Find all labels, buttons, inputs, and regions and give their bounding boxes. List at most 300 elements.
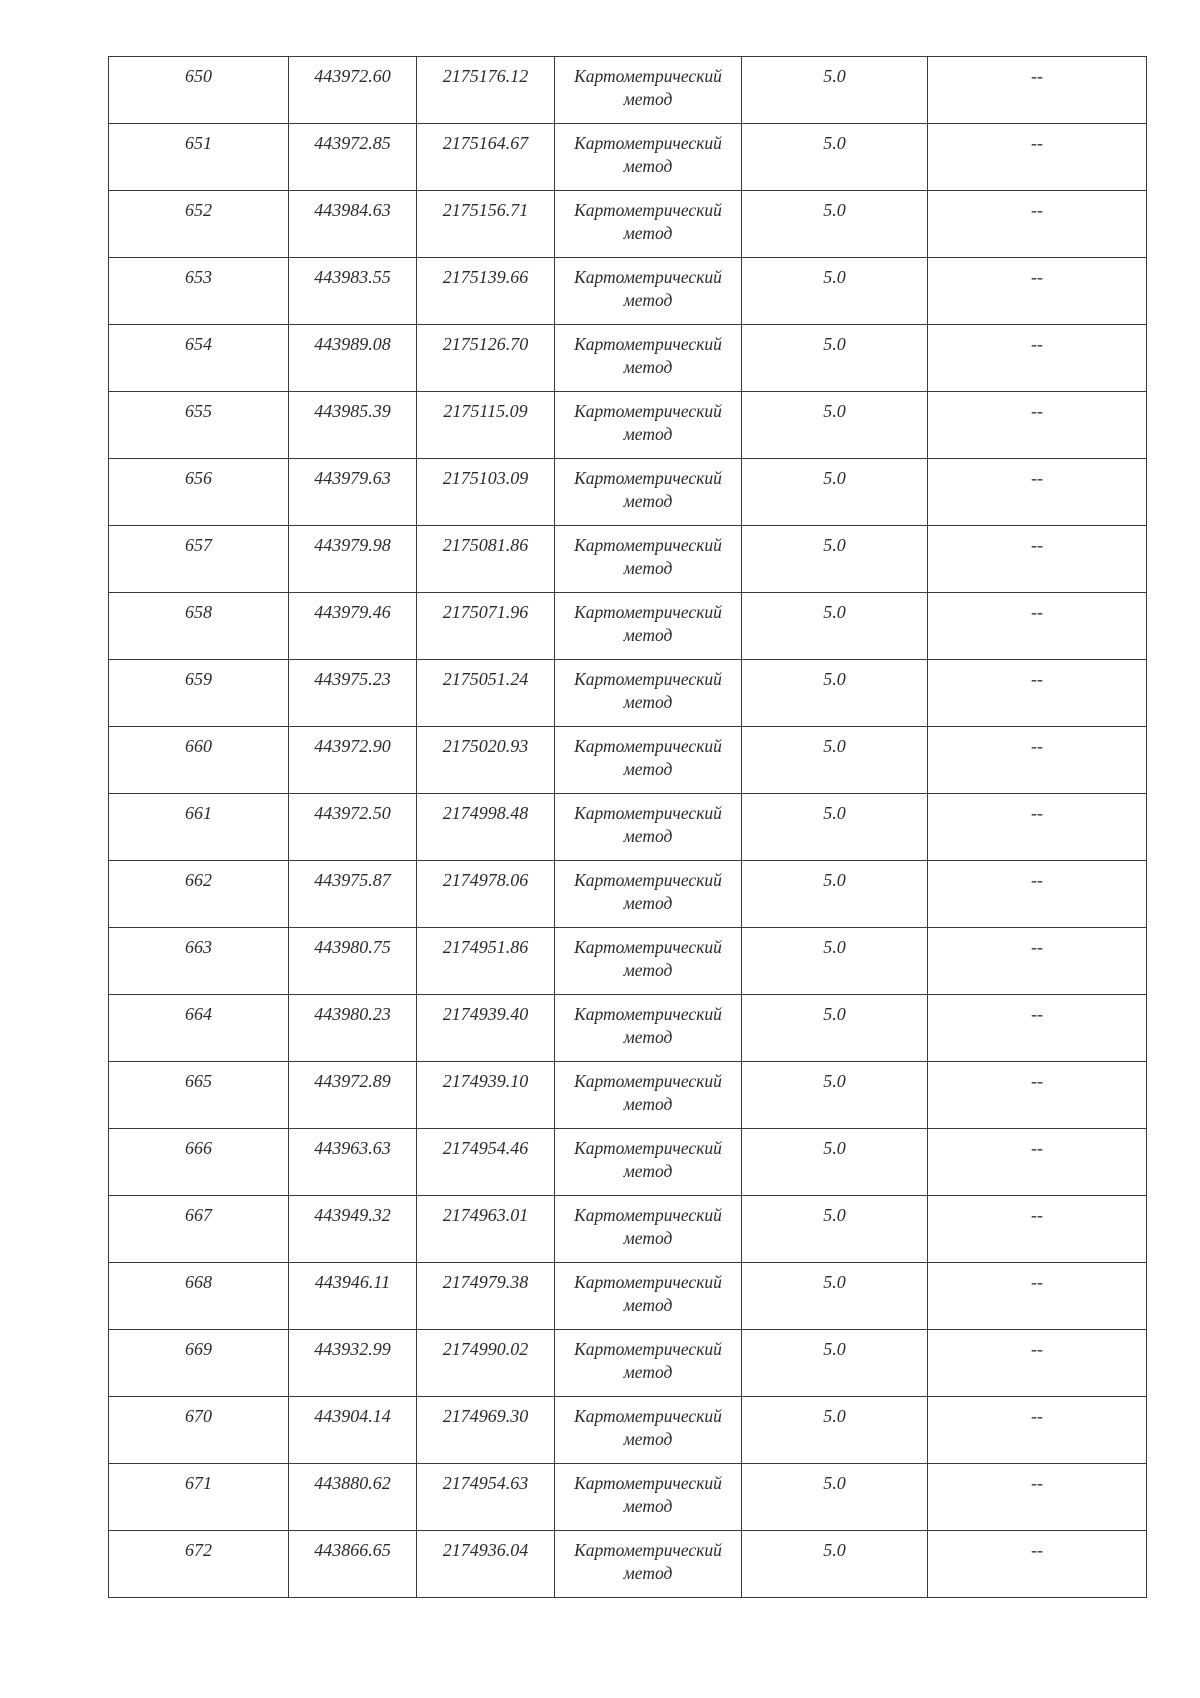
description-text: -- [1031, 66, 1043, 86]
point-number-cell [109, 258, 289, 325]
point-number-text: 650 [185, 66, 212, 86]
x-coordinate-cell [289, 124, 417, 191]
accuracy-cell [742, 995, 928, 1062]
method-cell [555, 57, 742, 124]
accuracy-cell [742, 1062, 928, 1129]
table-row [109, 1129, 1147, 1196]
table-row [109, 1062, 1147, 1129]
y-coordinate-text: 2175139.66 [442, 267, 529, 287]
x-coordinate-cell [289, 794, 417, 861]
y-coordinate-text: 2174939.40 [442, 1004, 529, 1024]
accuracy-text: 5.0 [823, 133, 846, 153]
description-cell [928, 1330, 1147, 1397]
y-coordinate-cell [417, 258, 555, 325]
point-number-text: 658 [185, 602, 212, 622]
point-number-cell [109, 1196, 289, 1263]
accuracy-text: 5.0 [823, 1339, 846, 1359]
accuracy-text: 5.0 [823, 1473, 846, 1493]
x-coordinate-cell [289, 727, 417, 794]
y-coordinate-cell [417, 861, 555, 928]
method-text: Картометрический метод [574, 669, 722, 712]
x-coordinate-cell [289, 1397, 417, 1464]
method-text: Картометрический метод [574, 66, 722, 109]
x-coordinate-cell [289, 1129, 417, 1196]
point-number-text: 667 [185, 1205, 212, 1225]
accuracy-text: 5.0 [823, 669, 846, 689]
table-row [109, 1397, 1147, 1464]
x-coordinate-text: 443983.55 [314, 267, 391, 287]
point-number-text: 662 [185, 870, 212, 890]
description-cell [928, 861, 1147, 928]
description-cell [928, 727, 1147, 794]
point-number-text: 651 [185, 133, 212, 153]
point-number-text: 671 [185, 1473, 212, 1493]
point-number-cell [109, 794, 289, 861]
point-number-text: 670 [185, 1406, 212, 1426]
accuracy-text: 5.0 [823, 803, 846, 823]
accuracy-cell [742, 1129, 928, 1196]
method-cell [555, 1397, 742, 1464]
table-row [109, 1330, 1147, 1397]
x-coordinate-text: 443980.75 [314, 937, 391, 957]
point-number-text: 663 [185, 937, 212, 957]
method-text: Картометрический метод [574, 1406, 722, 1449]
x-coordinate-cell [289, 995, 417, 1062]
y-coordinate-text: 2175071.96 [442, 602, 529, 622]
accuracy-cell [742, 124, 928, 191]
x-coordinate-text: 443880.62 [314, 1473, 391, 1493]
description-cell [928, 660, 1147, 727]
table-row [109, 526, 1147, 593]
table-row [109, 727, 1147, 794]
table-row [109, 1263, 1147, 1330]
accuracy-text: 5.0 [823, 267, 846, 287]
x-coordinate-text: 443972.90 [314, 736, 391, 756]
method-text: Картометрический метод [574, 870, 722, 913]
x-coordinate-text: 443979.98 [314, 535, 391, 555]
method-cell [555, 392, 742, 459]
y-coordinate-text: 2174951.86 [442, 937, 529, 957]
method-text: Картометрический метод [574, 1473, 722, 1516]
description-cell [928, 392, 1147, 459]
table-row [109, 995, 1147, 1062]
accuracy-text: 5.0 [823, 1071, 846, 1091]
description-text: -- [1031, 401, 1043, 421]
x-coordinate-text: 443975.87 [314, 870, 391, 890]
method-text: Картометрический метод [574, 937, 722, 980]
point-number-cell [109, 1062, 289, 1129]
y-coordinate-text: 2175176.12 [442, 66, 529, 86]
y-coordinate-cell [417, 392, 555, 459]
point-number-text: 654 [185, 334, 212, 354]
method-text: Картометрический метод [574, 1071, 722, 1114]
x-coordinate-text: 443972.89 [314, 1071, 391, 1091]
point-number-cell [109, 1464, 289, 1531]
description-cell [928, 459, 1147, 526]
accuracy-text: 5.0 [823, 1138, 846, 1158]
point-number-text: 656 [185, 468, 212, 488]
y-coordinate-text: 2174954.46 [442, 1138, 529, 1158]
x-coordinate-cell [289, 392, 417, 459]
y-coordinate-cell [417, 928, 555, 995]
y-coordinate-text: 2175081.86 [442, 535, 529, 555]
method-cell [555, 1196, 742, 1263]
description-cell [928, 1531, 1147, 1598]
description-text: -- [1031, 870, 1043, 890]
point-number-text: 664 [185, 1004, 212, 1024]
x-coordinate-cell [289, 928, 417, 995]
x-coordinate-cell [289, 1531, 417, 1598]
point-number-text: 653 [185, 267, 212, 287]
point-number-cell [109, 392, 289, 459]
description-cell [928, 928, 1147, 995]
description-cell [928, 1129, 1147, 1196]
description-cell [928, 124, 1147, 191]
method-text: Картометрический метод [574, 133, 722, 176]
x-coordinate-cell [289, 325, 417, 392]
x-coordinate-cell [289, 191, 417, 258]
method-text: Картометрический метод [574, 736, 722, 779]
y-coordinate-cell [417, 1464, 555, 1531]
accuracy-text: 5.0 [823, 1406, 846, 1426]
description-text: -- [1031, 334, 1043, 354]
y-coordinate-cell [417, 57, 555, 124]
description-cell [928, 1397, 1147, 1464]
x-coordinate-cell [289, 1062, 417, 1129]
description-cell [928, 258, 1147, 325]
point-number-cell [109, 1397, 289, 1464]
description-text: -- [1031, 602, 1043, 622]
method-cell [555, 191, 742, 258]
description-cell [928, 191, 1147, 258]
method-text: Картометрический метод [574, 267, 722, 310]
description-text: -- [1031, 669, 1043, 689]
x-coordinate-cell [289, 660, 417, 727]
y-coordinate-text: 2174990.02 [442, 1339, 529, 1359]
method-cell [555, 1464, 742, 1531]
method-cell [555, 258, 742, 325]
point-number-text: 665 [185, 1071, 212, 1091]
accuracy-text: 5.0 [823, 334, 846, 354]
point-number-cell [109, 1531, 289, 1598]
point-number-text: 669 [185, 1339, 212, 1359]
y-coordinate-cell [417, 526, 555, 593]
accuracy-cell [742, 928, 928, 995]
point-number-cell [109, 526, 289, 593]
method-text: Картометрический метод [574, 1205, 722, 1248]
method-text: Картометрический метод [574, 803, 722, 846]
point-number-text: 659 [185, 669, 212, 689]
method-text: Картометрический метод [574, 1004, 722, 1047]
x-coordinate-cell [289, 593, 417, 660]
description-cell [928, 593, 1147, 660]
accuracy-text: 5.0 [823, 1205, 846, 1225]
description-text: -- [1031, 1004, 1043, 1024]
x-coordinate-cell [289, 258, 417, 325]
x-coordinate-text: 443963.63 [314, 1138, 391, 1158]
description-cell [928, 1263, 1147, 1330]
y-coordinate-cell [417, 459, 555, 526]
method-cell [555, 1330, 742, 1397]
y-coordinate-cell [417, 1196, 555, 1263]
point-number-text: 660 [185, 736, 212, 756]
table-row [109, 124, 1147, 191]
x-coordinate-cell [289, 459, 417, 526]
x-coordinate-cell [289, 57, 417, 124]
y-coordinate-text: 2175051.24 [442, 669, 529, 689]
accuracy-text: 5.0 [823, 937, 846, 957]
accuracy-text: 5.0 [823, 66, 846, 86]
coordinates-table [108, 56, 1147, 1598]
accuracy-cell [742, 325, 928, 392]
method-text: Картометрический метод [574, 602, 722, 645]
y-coordinate-text: 2175115.09 [443, 401, 528, 421]
accuracy-cell [742, 794, 928, 861]
point-number-text: 668 [185, 1272, 212, 1292]
y-coordinate-text: 2175103.09 [442, 468, 529, 488]
accuracy-cell [742, 1263, 928, 1330]
point-number-text: 672 [185, 1540, 212, 1560]
table-row [109, 325, 1147, 392]
description-text: -- [1031, 133, 1043, 153]
method-text: Картометрический метод [574, 1272, 722, 1315]
accuracy-text: 5.0 [823, 1272, 846, 1292]
description-text: -- [1031, 1406, 1043, 1426]
point-number-text: 661 [185, 803, 212, 823]
description-text: -- [1031, 1272, 1043, 1292]
accuracy-text: 5.0 [823, 736, 846, 756]
description-text: -- [1031, 937, 1043, 957]
method-text: Картометрический метод [574, 468, 722, 511]
description-cell [928, 794, 1147, 861]
description-text: -- [1031, 468, 1043, 488]
table-row [109, 1464, 1147, 1531]
point-number-text: 657 [185, 535, 212, 555]
y-coordinate-cell [417, 124, 555, 191]
table-row [109, 1531, 1147, 1598]
y-coordinate-text: 2175156.71 [442, 200, 529, 220]
accuracy-cell [742, 392, 928, 459]
point-number-cell [109, 593, 289, 660]
point-number-cell [109, 1263, 289, 1330]
y-coordinate-text: 2175126.70 [442, 334, 529, 354]
description-text: -- [1031, 736, 1043, 756]
point-number-cell [109, 57, 289, 124]
x-coordinate-cell [289, 1263, 417, 1330]
method-cell [555, 928, 742, 995]
x-coordinate-text: 443975.23 [314, 669, 391, 689]
x-coordinate-text: 443972.60 [314, 66, 391, 86]
accuracy-cell [742, 1330, 928, 1397]
x-coordinate-text: 443932.99 [314, 1339, 391, 1359]
description-cell [928, 995, 1147, 1062]
description-text: -- [1031, 1473, 1043, 1493]
method-cell [555, 1263, 742, 1330]
y-coordinate-text: 2174979.38 [442, 1272, 529, 1292]
table-row [109, 459, 1147, 526]
method-text: Картометрический метод [574, 535, 722, 578]
x-coordinate-text: 443866.65 [314, 1540, 391, 1560]
description-text: -- [1031, 267, 1043, 287]
y-coordinate-text: 2174978.06 [442, 870, 529, 890]
accuracy-cell [742, 1397, 928, 1464]
point-number-cell [109, 1330, 289, 1397]
description-text: -- [1031, 1205, 1043, 1225]
y-coordinate-text: 2174936.04 [442, 1540, 529, 1560]
y-coordinate-cell [417, 727, 555, 794]
table-row [109, 392, 1147, 459]
point-number-cell [109, 928, 289, 995]
table-row [109, 660, 1147, 727]
description-text: -- [1031, 200, 1043, 220]
x-coordinate-text: 443972.50 [314, 803, 391, 823]
y-coordinate-cell [417, 593, 555, 660]
table-row [109, 928, 1147, 995]
y-coordinate-cell [417, 660, 555, 727]
description-cell [928, 57, 1147, 124]
x-coordinate-text: 443985.39 [314, 401, 391, 421]
method-cell [555, 1062, 742, 1129]
table-row [109, 794, 1147, 861]
description-text: -- [1031, 1339, 1043, 1359]
accuracy-text: 5.0 [823, 535, 846, 555]
point-number-cell [109, 727, 289, 794]
x-coordinate-cell [289, 861, 417, 928]
method-cell [555, 459, 742, 526]
accuracy-text: 5.0 [823, 468, 846, 488]
table-row [109, 861, 1147, 928]
y-coordinate-cell [417, 191, 555, 258]
y-coordinate-text: 2175164.67 [442, 133, 529, 153]
y-coordinate-cell [417, 995, 555, 1062]
method-text: Картометрический метод [574, 1339, 722, 1382]
x-coordinate-text: 443989.08 [314, 334, 391, 354]
y-coordinate-text: 2174998.48 [442, 803, 529, 823]
x-coordinate-cell [289, 1464, 417, 1531]
point-number-cell [109, 124, 289, 191]
point-number-text: 652 [185, 200, 212, 220]
accuracy-cell [742, 1531, 928, 1598]
accuracy-cell [742, 191, 928, 258]
accuracy-cell [742, 1196, 928, 1263]
y-coordinate-text: 2175020.93 [442, 736, 529, 756]
coordinates-table-body [109, 57, 1147, 1598]
accuracy-text: 5.0 [823, 1004, 846, 1024]
point-number-text: 666 [185, 1138, 212, 1158]
method-cell [555, 660, 742, 727]
method-cell [555, 526, 742, 593]
accuracy-cell [742, 861, 928, 928]
y-coordinate-cell [417, 1330, 555, 1397]
y-coordinate-cell [417, 1129, 555, 1196]
x-coordinate-text: 443979.63 [314, 468, 391, 488]
table-row [109, 593, 1147, 660]
description-text: -- [1031, 803, 1043, 823]
accuracy-cell [742, 727, 928, 794]
y-coordinate-text: 2174969.30 [442, 1406, 529, 1426]
y-coordinate-cell [417, 325, 555, 392]
accuracy-cell [742, 660, 928, 727]
y-coordinate-text: 2174963.01 [442, 1205, 529, 1225]
point-number-cell [109, 1129, 289, 1196]
method-cell [555, 593, 742, 660]
y-coordinate-cell [417, 1397, 555, 1464]
point-number-cell [109, 861, 289, 928]
accuracy-text: 5.0 [823, 1540, 846, 1560]
x-coordinate-cell [289, 1196, 417, 1263]
accuracy-cell [742, 459, 928, 526]
method-cell [555, 794, 742, 861]
description-text: -- [1031, 1071, 1043, 1091]
x-coordinate-text: 443949.32 [314, 1205, 391, 1225]
description-text: -- [1031, 1540, 1043, 1560]
y-coordinate-text: 2174954.63 [442, 1473, 529, 1493]
accuracy-text: 5.0 [823, 200, 846, 220]
y-coordinate-cell [417, 794, 555, 861]
x-coordinate-text: 443946.11 [314, 1272, 391, 1292]
description-text: -- [1031, 535, 1043, 555]
method-text: Картометрический метод [574, 1540, 722, 1583]
accuracy-text: 5.0 [823, 870, 846, 890]
method-cell [555, 995, 742, 1062]
method-cell [555, 1531, 742, 1598]
table-row [109, 258, 1147, 325]
x-coordinate-text: 443980.23 [314, 1004, 391, 1024]
x-coordinate-cell [289, 1330, 417, 1397]
accuracy-cell [742, 526, 928, 593]
description-text: -- [1031, 1138, 1043, 1158]
method-text: Картометрический метод [574, 334, 722, 377]
accuracy-cell [742, 1464, 928, 1531]
table-row [109, 1196, 1147, 1263]
x-coordinate-text: 443984.63 [314, 200, 391, 220]
table-row [109, 57, 1147, 124]
point-number-cell [109, 995, 289, 1062]
method-cell [555, 325, 742, 392]
description-cell [928, 526, 1147, 593]
point-number-text: 655 [185, 401, 212, 421]
method-cell [555, 1129, 742, 1196]
description-cell [928, 1464, 1147, 1531]
method-text: Картометрический метод [574, 1138, 722, 1181]
description-cell [928, 1062, 1147, 1129]
point-number-cell [109, 459, 289, 526]
method-text: Картометрический метод [574, 200, 722, 243]
x-coordinate-text: 443979.46 [314, 602, 391, 622]
method-cell [555, 124, 742, 191]
method-cell [555, 727, 742, 794]
x-coordinate-text: 443972.85 [314, 133, 391, 153]
point-number-cell [109, 660, 289, 727]
y-coordinate-cell [417, 1062, 555, 1129]
method-cell [555, 861, 742, 928]
point-number-cell [109, 325, 289, 392]
accuracy-text: 5.0 [823, 602, 846, 622]
method-text: Картометрический метод [574, 401, 722, 444]
y-coordinate-cell [417, 1263, 555, 1330]
point-number-cell [109, 191, 289, 258]
y-coordinate-cell [417, 1531, 555, 1598]
accuracy-cell [742, 57, 928, 124]
description-cell [928, 325, 1147, 392]
accuracy-cell [742, 593, 928, 660]
x-coordinate-text: 443904.14 [314, 1406, 391, 1426]
table-row [109, 191, 1147, 258]
x-coordinate-cell [289, 526, 417, 593]
accuracy-text: 5.0 [823, 401, 846, 421]
description-cell [928, 1196, 1147, 1263]
accuracy-cell [742, 258, 928, 325]
